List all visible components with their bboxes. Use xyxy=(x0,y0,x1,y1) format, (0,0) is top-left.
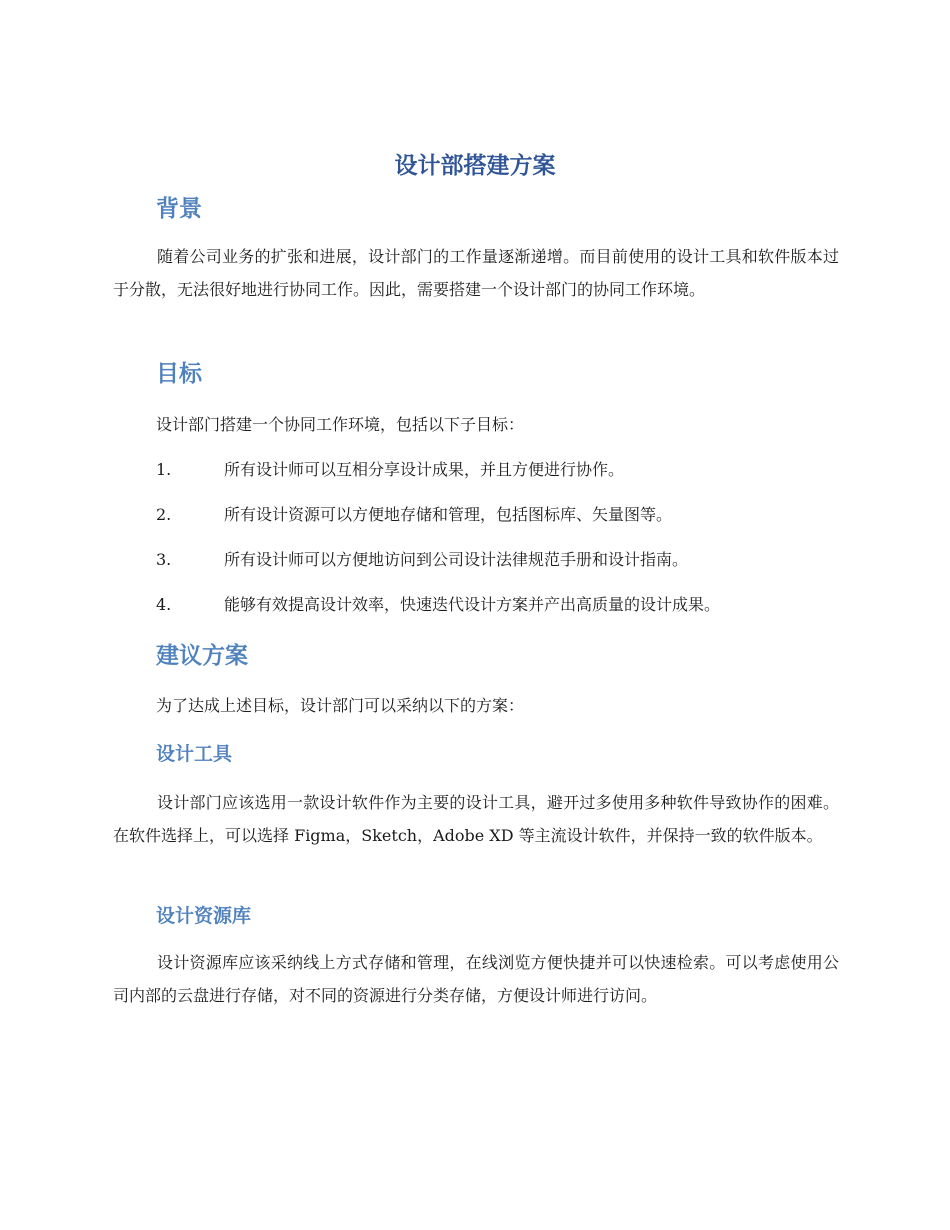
list-text: 能够有效提高设计效率，快速迭代设计方案并产出高质量的设计成果。 xyxy=(224,595,721,614)
section-heading-goals: 目标 xyxy=(156,361,202,387)
list-text: 所有设计师可以互相分享设计成果，并且方便进行协作。 xyxy=(224,460,625,479)
list-number: 3. xyxy=(156,550,172,569)
tools-paragraph: 设计部门应该选用一款设计软件作为主要的设计工具，避开过多使用多种软件导致协作的困难。在软件选择上，可以选择 Figma，Sketch，Adobe XD 等主流设计软件，并保持一致的软件版本。 xyxy=(113,793,839,845)
section-heading-background: 背景 xyxy=(156,196,202,222)
list-number: 2. xyxy=(156,505,172,524)
section-heading-proposal: 建议方案 xyxy=(156,643,248,669)
subsection-heading-tools: 设计工具 xyxy=(156,743,233,765)
list-text: 所有设计资源可以方便地存储和管理，包括图标库、矢量图等。 xyxy=(224,505,673,524)
list-number: 1. xyxy=(156,460,172,479)
list-text: 所有设计师可以方便地访问到公司设计法律规范手册和设计指南。 xyxy=(224,550,689,569)
list-number: 4. xyxy=(156,595,172,614)
document-title: 设计部搭建方案 xyxy=(394,153,556,179)
subsection-heading-library: 设计资源库 xyxy=(156,905,252,927)
proposal-intro: 为了达成上述目标，设计部门可以采纳以下的方案： xyxy=(156,696,525,715)
goals-intro: 设计部门搭建一个协同工作环境，包括以下子目标： xyxy=(156,415,525,434)
library-paragraph: 设计资源库应该采纳线上方式存储和管理，在线浏览方便快捷并可以快速检索。可以考虑使用公司内部的云盘进行存储，对不同的资源进行分类存储，方便设计师进行访问。 xyxy=(113,953,839,1005)
background-paragraph: 随着公司业务的扩张和进展，设计部门的工作量逐渐递增。而目前使用的设计工具和软件版本过于分散，无法很好地进行协同工作。因此，需要搭建一个设计部门的协同工作环境。 xyxy=(113,247,839,299)
